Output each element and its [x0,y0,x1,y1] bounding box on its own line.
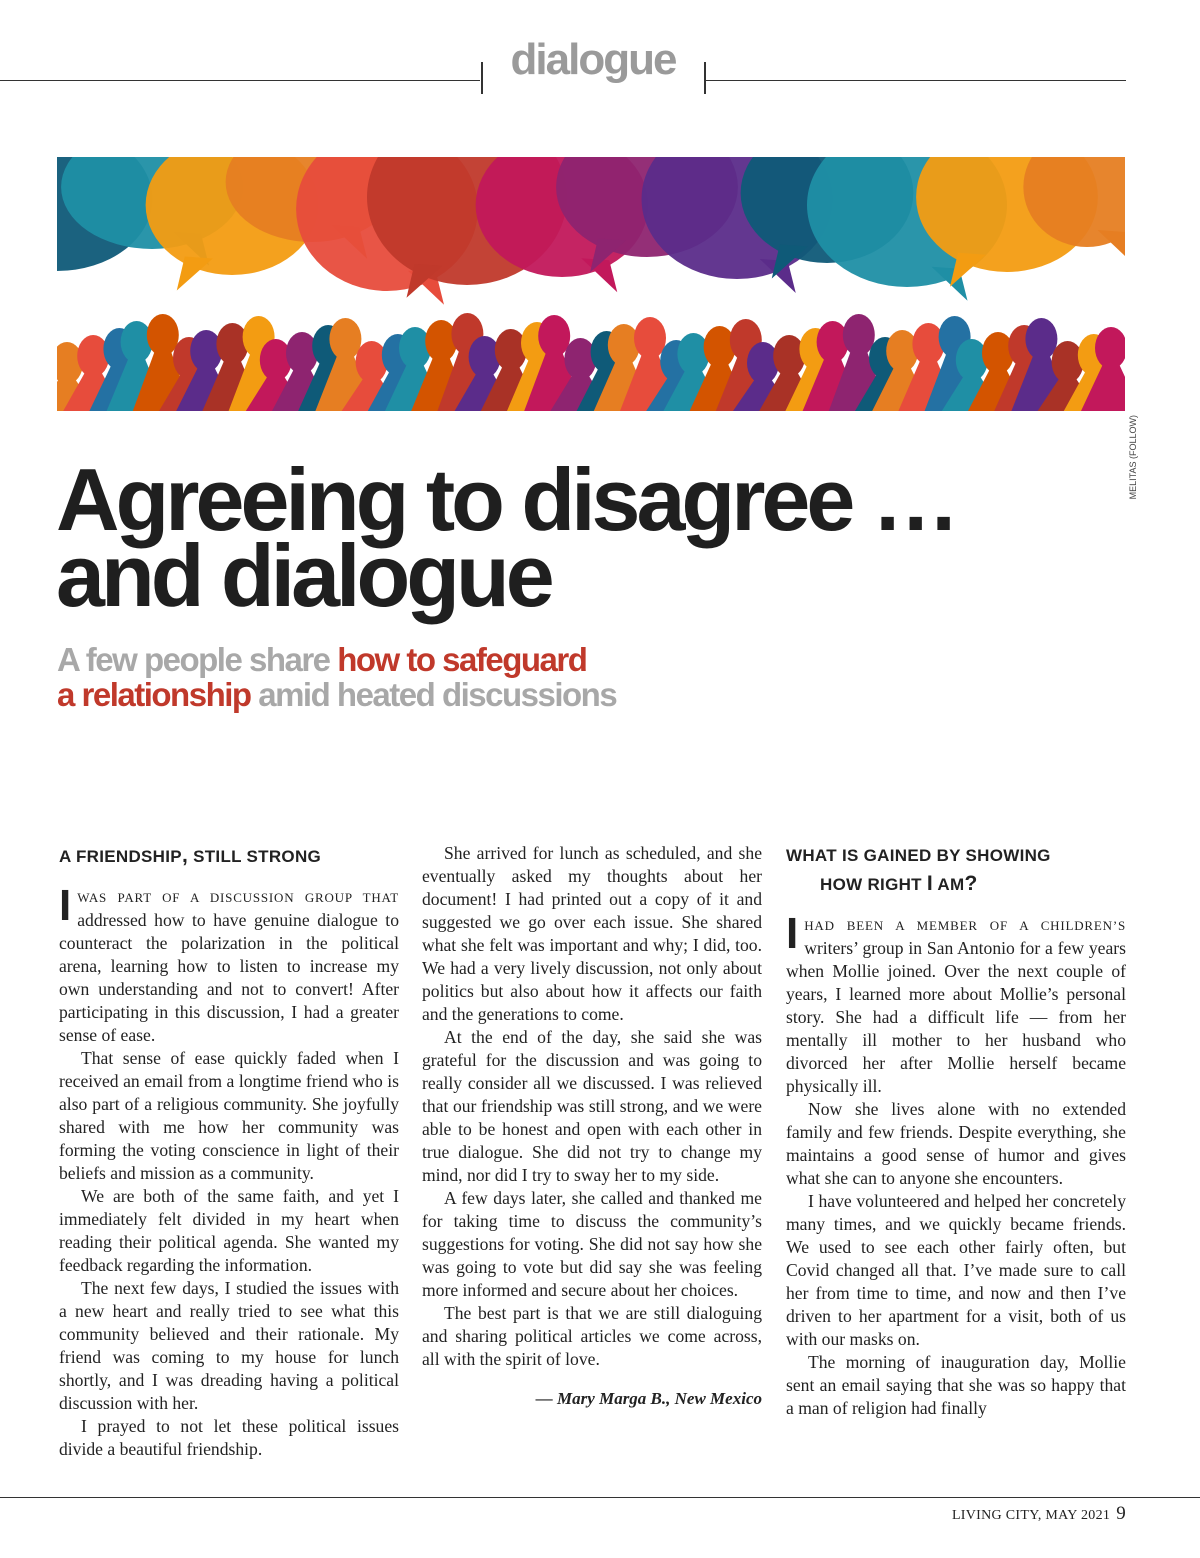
photo-credit: MELITAS (FOLLOW) [1128,415,1138,500]
story-2-subhead-line-1: WHAT IS GAINED BY SHOWING [786,846,1051,865]
footer-publication: LIVING CITY, MAY 2021 [951,1508,1111,1523]
headline-line-1: Agreeing to disagree … [56,450,956,549]
headline-line-2: and dialogue [56,526,551,625]
deck-accent-1: how to safeguard [337,641,587,678]
header-rule-left [0,80,480,81]
column-3 [786,842,1126,1420]
story-2-paragraph: Now she lives alone with no extended family and few friends. Despite everything, she maintains a good sense of humor and gives what she can to anyone she encounters. [786,1099,1126,1188]
story-1-lead-caps: WAS PART OF A DISCUSSION GROUP THAT [77,890,399,905]
story-2-lead-paragraph [786,909,1126,1098]
deck-accent-2: a relationship [57,676,251,713]
deck-subtitle [57,642,757,712]
hero-illustration [57,157,1125,411]
head-shape [147,314,179,356]
story-1-paragraph: We are both of the same faith, and yet I immediately felt divided in my heart when reading their political agenda. She wanted my feedback regarding the information. [59,1186,399,1275]
head-shape [634,317,666,359]
story-2-lead-caps: HAD BEEN A MEMBER OF A CHILDREN’S [804,918,1126,933]
story-1-lead-rest: addressed how to have genuine dialogue to counteract the polarization in the political arena, learning how to listen to increase my own understanding and not to convert! After participating in this discussion, I had a greater sense of ease. [59,910,399,1045]
story-1-subhead-c: STILL STRONG [188,847,322,866]
story-2-subhead-how-right: HOW RIGHT [820,875,927,894]
deck-part-2: amid heated discussions [250,676,617,713]
headline [56,450,1136,625]
story-1-dropcap: I [59,881,72,930]
story-1-lead-paragraph [59,881,399,1047]
story-2-subhead [786,842,1126,899]
head-shape [538,315,570,357]
story-1-paragraph: The best part is that we are still dialoguing and sharing political articles we come across, all with the spirit of love. [422,1303,762,1369]
story-1-paragraph: She arrived for lunch as scheduled, and she eventually asked my thoughts about her document! I had printed out a copy of it and suggested we go over each issue. She shared what she felt was important and why; I did, too. We had a very lively discussion, not only about politics but also about how it affects our faith and the generations to come. [422,843,762,1024]
story-1-paragraph: A few days later, she called and thanked me for taking time to discuss the community’s suggestions for voting. She did not say how she was going to vote but did say she was feeling more informed and secure about her choices. [422,1188,762,1300]
column-2 [422,842,762,1410]
page-footer [952,1503,1126,1525]
head-shape [329,318,361,360]
section-label: dialogue [510,35,676,84]
story-1-subhead-comma: , [181,844,189,867]
footer-rule [0,1497,1200,1498]
column-1 [59,842,399,1461]
story-2-paragraph: The morning of inauguration day, Mollie sent an email saying that she was so happy that a man of religion had finally [786,1352,1126,1418]
deck-part-1: A few people share [57,641,338,678]
story-1-subhead [59,842,399,871]
story-1-paragraph: At the end of the day, she said she was grateful for the discussion and was going to really consider all we discussed. I was relieved that our friendship was still strong, and we were able to be honest and open with each other in true dialogue. She did not try to change my mind, nor did I try to sway her to my side. [422,1027,762,1185]
story-1-paragraph: The next few days, I studied the issues with a new heart and really tried to see what this community believed and their rationale. My friend was coming to my house for lunch shortly, and I was dreading having a political discussion with her. [59,1278,399,1413]
story-2-subhead-i: I [926,872,934,895]
story-2-subhead-am: AM [933,875,965,894]
story-1-signature: — Mary Marga B., New Mexico [535,1389,762,1408]
story-2-subhead-question: ? [964,872,978,895]
story-1-subhead-a: A FRIENDSHIP [59,847,182,866]
story-2-lead-rest: writers’ group in San Antonio for a few years when Mollie joined. Over the next couple of years, I learned more about Mollie’s personal story. She had a difficult life — from her mentally ill mother to her husband who divorced her after Mollie herself became physically ill. [786,938,1126,1096]
story-1-paragraph: I prayed to not let these political issues divide a beautiful friendship. [59,1416,399,1459]
speech-bubbles-crowd-illustration [57,157,1125,411]
head-shape [843,314,875,356]
story-1-paragraph: That sense of ease quickly faded when I received an email from a longtime friend who is also part of a religious community. She joyfully shared with me how her community was forming the voting conscience in light of their beliefs and mission as a community. [59,1048,399,1183]
header-tick-right [704,62,706,94]
story-2-dropcap: I [786,909,799,958]
head-shape [1025,318,1057,360]
page-number: 9 [1116,1503,1126,1524]
story-2-paragraph: I have volunteered and helped her concretely many times, and we quickly became friends. We used to see each other fairly often, but Covid changed all that. I’ve made sure to call her from time to time, and now and then I’ve driven to her apartment for a visit, both of us with our masks on. [786,1191,1126,1349]
section-header [0,20,1200,90]
header-rule-right [706,80,1126,81]
